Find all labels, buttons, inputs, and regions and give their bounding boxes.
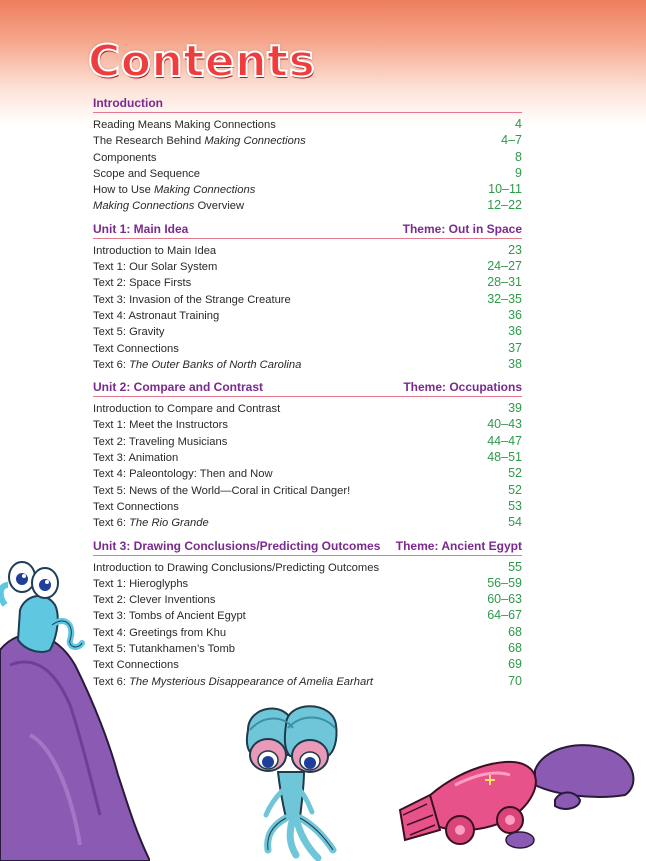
toc-entry[interactable]: [93, 324, 522, 340]
toc-entry[interactable]: [93, 466, 522, 482]
toc-entry[interactable]: [93, 117, 522, 133]
toc-entry[interactable]: [93, 243, 522, 259]
toc-entry[interactable]: [93, 308, 522, 324]
page-number: 12–22: [487, 198, 522, 213]
entry-title-text: Introduction to Main Idea: [93, 244, 217, 257]
page-number: 44–47: [487, 433, 522, 448]
page-number: 32–35: [487, 291, 522, 306]
page-number: 54: [508, 515, 522, 530]
toc-section: [93, 96, 522, 217]
page-number: 52: [508, 466, 522, 481]
page-number: 23: [508, 242, 522, 257]
toc-entry[interactable]: [93, 275, 522, 291]
toc-entry[interactable]: [93, 515, 522, 531]
entry-title-text: Text 2: Space Firsts: [93, 277, 192, 290]
page-number: 56–59: [487, 575, 522, 590]
page-title: Contents: [88, 36, 316, 87]
toc-entry[interactable]: [93, 133, 522, 149]
entry-title-italic: The Rio Grande: [129, 517, 209, 530]
page-number: 69: [508, 657, 522, 672]
entry-title: [93, 200, 244, 212]
page-number: 60–63: [487, 592, 522, 607]
entry-title-text: Text 4: Greetings from Khu: [93, 626, 227, 639]
section-theme: Theme: Out in Space: [402, 221, 522, 236]
entry-title-text: Text Connections: [93, 500, 179, 513]
entry-title: [93, 403, 280, 415]
toc-entry[interactable]: [93, 198, 522, 214]
page-number: 36: [508, 324, 522, 339]
page-number: 38: [508, 356, 522, 371]
entry-title-text: How to Use: [93, 184, 154, 197]
section-title: Unit 1: Main Idea: [93, 221, 189, 236]
page-number: 28–31: [487, 275, 522, 290]
toc-entry[interactable]: [93, 483, 522, 499]
entry-title-italic: The Outer Banks of North Carolina: [129, 358, 302, 371]
entry-title-italic: Making Connections: [204, 135, 306, 148]
entry-title-italic: The Mysterious Disappearance of Amelia Earhart: [129, 675, 374, 688]
entry-title: [93, 135, 306, 147]
entry-title-text: Text 1: Hieroglyphs: [93, 577, 189, 590]
page-number: 68: [508, 641, 522, 656]
toc-entry[interactable]: [93, 357, 522, 373]
page-number: 40–43: [487, 417, 522, 432]
toc-entry[interactable]: [93, 417, 522, 433]
toc-entry[interactable]: [93, 182, 522, 198]
toc-entry[interactable]: [93, 657, 522, 673]
entry-title-italic: Making Connections: [93, 200, 195, 213]
entry-title-text: Text 2: Clever Inventions: [93, 594, 216, 607]
entry-list: [93, 397, 522, 533]
entry-title: [93, 501, 179, 513]
toc-entry[interactable]: [93, 150, 522, 166]
entry-title-text: Text 3: Tombs of Ancient Egypt: [93, 610, 246, 623]
entry-title-text: Components: [93, 151, 157, 164]
entry-title-text: Scope and Sequence: [93, 167, 200, 180]
entry-title-text: Reading Means Making Connections: [93, 119, 276, 131]
toc-section: [93, 221, 522, 375]
toc-entry[interactable]: [93, 608, 522, 624]
entry-title: [93, 294, 291, 306]
entry-list: [93, 113, 522, 217]
entry-title-text: Text 5: News of the World—Coral in Critical Danger!: [93, 484, 351, 497]
toc-entry[interactable]: [93, 450, 522, 466]
entry-title: [93, 485, 350, 497]
entry-title-text: Text 6:: [93, 358, 130, 371]
entry-title: [93, 277, 191, 289]
entry-title: [93, 245, 216, 257]
table-of-contents: [93, 96, 522, 696]
section-heading: [93, 379, 522, 397]
entry-title: [93, 452, 178, 464]
entry-title: [93, 310, 219, 322]
entry-title-text: Text 1: Our Solar System: [93, 261, 218, 274]
toc-entry[interactable]: [93, 592, 522, 608]
section-title: Introduction: [93, 96, 163, 110]
entry-title-text: Text 5: Gravity: [93, 326, 165, 339]
entry-title-text: Text 3: Animation: [93, 452, 179, 465]
page-number: 37: [508, 340, 522, 355]
entry-title: [93, 419, 228, 431]
entry-title-text: Text 5: Tutankhamen’s Tomb: [93, 643, 235, 656]
page-number: 9: [515, 165, 522, 180]
entry-title: [93, 326, 165, 338]
entry-title-text: Text 2: Traveling Musicians: [93, 435, 228, 448]
entry-title-text: Text 6:: [93, 675, 130, 688]
entry-title: [93, 517, 209, 529]
section-heading: [93, 538, 522, 556]
page-number: 52: [508, 482, 522, 497]
entry-title: [93, 468, 273, 480]
section-theme: Theme: Ancient Egypt: [395, 538, 522, 553]
entry-title: [93, 359, 301, 371]
entry-title-text: Introduction to Compare and Contrast: [93, 403, 281, 416]
page-number: 39: [508, 401, 522, 416]
entry-title-text: Introduction to Drawing Conclusions/Predicting Outcomes: [93, 561, 380, 574]
entry-title: [93, 184, 255, 196]
toc-entry[interactable]: [93, 560, 522, 576]
entry-title-text: Text 1: Meet the Instructors: [93, 419, 228, 432]
twin-head-alien-illustration: [238, 700, 388, 861]
toc-entry[interactable]: [93, 434, 522, 450]
toc-entry[interactable]: [93, 166, 522, 182]
toc-entry[interactable]: [93, 674, 522, 690]
entry-title-text: Text Connections: [93, 342, 179, 355]
page-number: 8: [515, 149, 522, 164]
entry-title: [93, 152, 156, 164]
section-title: Unit 2: Compare and Contrast: [93, 380, 264, 395]
section-heading: [93, 221, 522, 239]
entry-title: [93, 343, 179, 355]
toc-section: [93, 538, 522, 692]
page-number: 4: [515, 117, 522, 131]
page-number: 64–67: [487, 608, 522, 623]
entry-title-text: Text 4: Paleontology: Then and Now: [93, 468, 273, 481]
entry-title-text: Text 3: Invasion of the Strange Creature: [93, 293, 291, 306]
entry-title: [93, 119, 276, 131]
toc-entry[interactable]: [93, 259, 522, 275]
entry-title: [93, 168, 200, 180]
toc-entry[interactable]: [93, 499, 522, 515]
page-number: 53: [508, 498, 522, 513]
page-number: 70: [508, 673, 522, 688]
entry-list: [93, 556, 522, 692]
page-number: 10–11: [488, 182, 522, 197]
entry-list: [93, 239, 522, 375]
alien-on-rock-illustration: [0, 555, 150, 861]
page-number: 68: [508, 624, 522, 639]
entry-title-text: Text 6:: [93, 517, 130, 530]
toc-entry[interactable]: [93, 401, 522, 417]
section-title: Unit 3: Drawing Conclusions/Predicting Outcomes: [93, 538, 381, 553]
page-number: 36: [508, 307, 522, 322]
entry-title-text: The Research Behind: [93, 135, 205, 148]
page-number: 4–7: [501, 133, 522, 148]
entry-title: [93, 261, 217, 273]
section-theme: Theme: Occupations: [403, 380, 522, 395]
page-number: 24–27: [487, 259, 522, 274]
toc-entry[interactable]: [93, 625, 522, 641]
page-number: 48–51: [487, 450, 522, 465]
toc-entry[interactable]: [93, 641, 522, 657]
toc-entry[interactable]: [93, 576, 522, 592]
entry-title-suffix: Overview: [194, 200, 245, 213]
toc-entry[interactable]: [93, 292, 522, 308]
entry-title-italic: Making Connections: [153, 184, 256, 197]
entry-title-text: Text Connections: [93, 659, 179, 672]
section-heading: [93, 96, 522, 113]
page-number: 55: [508, 559, 522, 574]
toc-entry[interactable]: [93, 341, 522, 357]
crashed-vehicle-illustration: [395, 740, 646, 861]
entry-title: [93, 436, 227, 448]
entry-title-text: Text 4: Astronaut Training: [93, 309, 220, 322]
toc-section: [93, 379, 522, 533]
